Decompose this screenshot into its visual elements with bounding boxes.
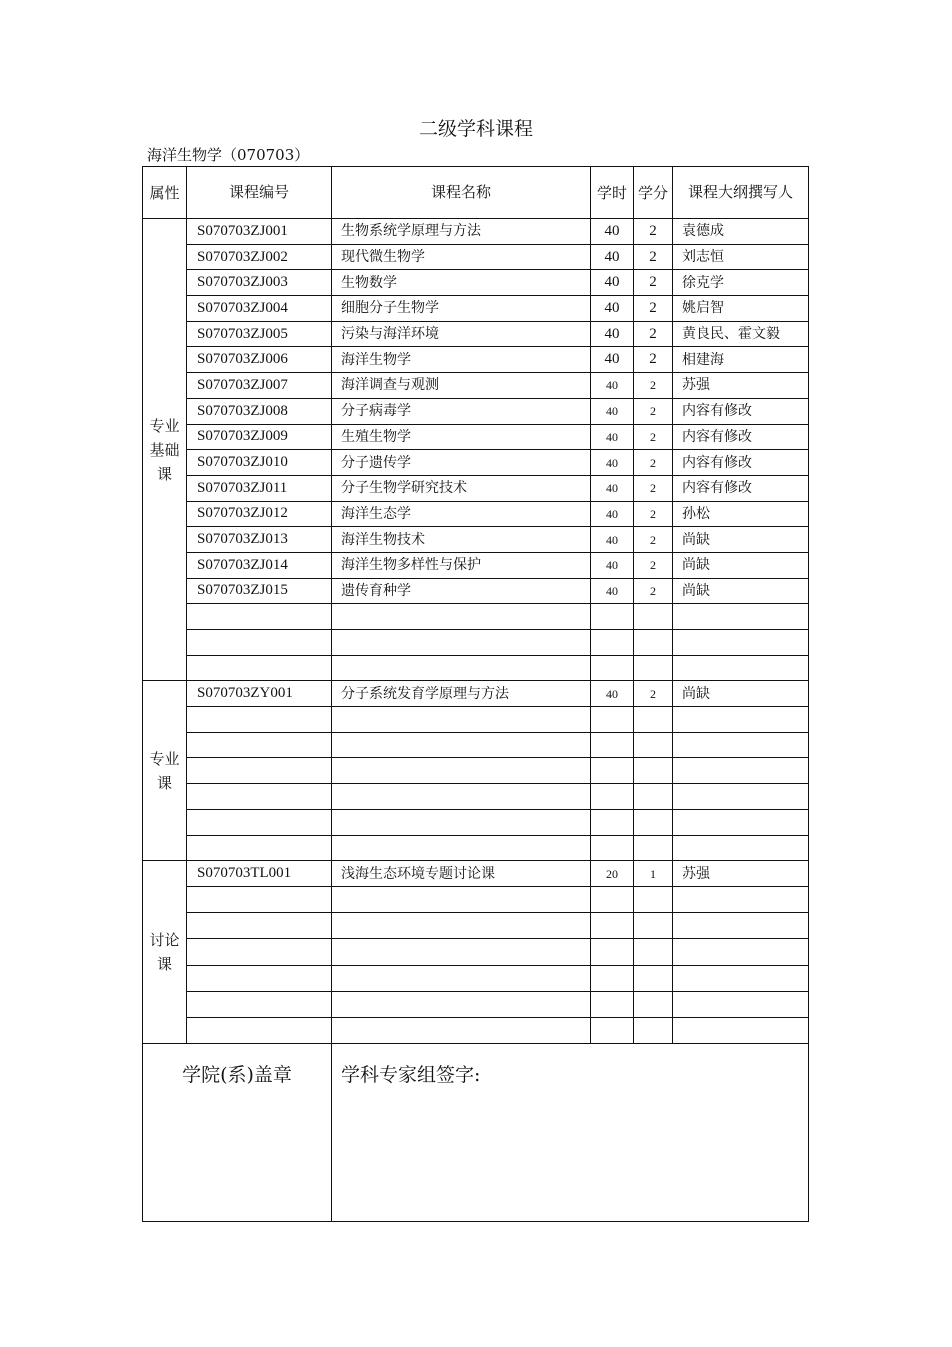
table-row [143,244,809,270]
course-credits: 2 [634,296,673,322]
course-name: 海洋生态学 [332,501,591,527]
course-name: 海洋生物学 [332,347,591,373]
course-code [187,604,332,630]
course-credits: 2 [634,219,673,245]
header-code: 课程编号 [187,167,332,219]
course-hours [591,939,634,965]
course-author: 姚启智 [673,296,809,322]
course-author [673,630,809,656]
course-credits [634,655,673,681]
course-author [673,707,809,733]
empty-row [143,732,809,758]
course-code [187,655,332,681]
course-name [332,887,591,913]
course-hours [591,809,634,835]
subject-label: 海洋生物学（070703） [147,146,310,164]
course-name [332,758,591,784]
course-credits: 2 [634,398,673,424]
course-name [332,784,591,810]
course-author [673,939,809,965]
course-name [332,809,591,835]
course-name [332,707,591,733]
course-hours [591,835,634,861]
course-hours: 40 [591,244,634,270]
course-hours [591,913,634,939]
course-credits: 2 [634,527,673,553]
course-hours [591,707,634,733]
table-row [143,347,809,373]
course-author [673,1017,809,1043]
course-code [187,732,332,758]
course-author: 内容有修改 [673,475,809,501]
course-credits: 2 [634,424,673,450]
course-hours: 40 [591,501,634,527]
course-author: 尚缺 [673,578,809,604]
course-credits [634,604,673,630]
course-credits [634,887,673,913]
course-name [332,913,591,939]
course-hours [591,887,634,913]
course-name [332,991,591,1017]
course-name: 遗传育种学 [332,578,591,604]
course-hours: 40 [591,296,634,322]
seal-cell: 学院(系)盖章 [143,1043,332,1221]
course-hours: 40 [591,552,634,578]
empty-row [143,784,809,810]
course-code [187,939,332,965]
course-code: S070703ZJ004 [187,296,332,322]
course-code: S070703ZY001 [187,681,332,707]
empty-row [143,835,809,861]
course-name [332,655,591,681]
course-author [673,991,809,1017]
course-credits: 2 [634,270,673,296]
course-code: S070703ZJ001 [187,219,332,245]
course-hours [591,1017,634,1043]
course-author [673,604,809,630]
header-credits: 学分 [634,167,673,219]
table-row [143,527,809,553]
course-hours: 40 [591,373,634,399]
course-name [332,965,591,991]
course-code [187,913,332,939]
course-credits [634,784,673,810]
course-code: S070703ZJ009 [187,424,332,450]
course-name: 生殖生物学 [332,424,591,450]
course-hours [591,732,634,758]
empty-row [143,991,809,1017]
table-row [143,861,809,887]
course-code: S070703ZJ011 [187,475,332,501]
course-author: 袁德成 [673,219,809,245]
course-code: S070703ZJ015 [187,578,332,604]
course-author [673,732,809,758]
course-author [673,655,809,681]
empty-row [143,939,809,965]
course-credits [634,1017,673,1043]
course-name: 分子病毒学 [332,398,591,424]
course-credits: 2 [634,244,673,270]
course-name: 细胞分子生物学 [332,296,591,322]
course-author: 尚缺 [673,681,809,707]
section-label: 专业基础课 [143,219,187,681]
table-row [143,552,809,578]
course-code [187,887,332,913]
table-row [143,373,809,399]
course-hours: 40 [591,578,634,604]
course-credits: 2 [634,450,673,476]
course-credits: 2 [634,552,673,578]
empty-row [143,965,809,991]
course-credits: 2 [634,347,673,373]
course-hours [591,758,634,784]
empty-row [143,707,809,733]
page-title: 二级学科课程 [418,118,533,140]
course-hours: 40 [591,219,634,245]
course-name: 生物系统学原理与方法 [332,219,591,245]
course-author [673,809,809,835]
empty-row [143,913,809,939]
course-hours [591,965,634,991]
empty-row [143,1017,809,1043]
course-code [187,809,332,835]
table-row [143,424,809,450]
course-code [187,991,332,1017]
course-credits: 2 [634,373,673,399]
course-name [332,732,591,758]
table-row [143,398,809,424]
table-row [143,321,809,347]
course-name: 分子系统发育学原理与方法 [332,681,591,707]
course-author [673,965,809,991]
course-hours [591,991,634,1017]
course-credits: 2 [634,321,673,347]
signature-cell: 学科专家组签字: [332,1043,809,1221]
course-code: S070703ZJ008 [187,398,332,424]
course-credits [634,965,673,991]
course-name: 分子生物学研究技术 [332,475,591,501]
table-row [143,450,809,476]
course-hours: 40 [591,270,634,296]
course-credits [634,809,673,835]
footer-row [143,1043,809,1221]
table-row [143,296,809,322]
course-hours [591,604,634,630]
course-author: 内容有修改 [673,424,809,450]
header-name: 课程名称 [332,167,591,219]
course-author: 尚缺 [673,527,809,553]
course-name [332,630,591,656]
course-author: 内容有修改 [673,450,809,476]
course-author [673,784,809,810]
empty-row [143,630,809,656]
course-credits: 2 [634,475,673,501]
course-author: 黄良民、霍文毅 [673,321,809,347]
course-code [187,784,332,810]
course-hours: 40 [591,527,634,553]
empty-row [143,604,809,630]
table-row [143,219,809,245]
table-row [143,270,809,296]
course-author [673,758,809,784]
course-credits: 2 [634,501,673,527]
empty-row [143,809,809,835]
course-code [187,1017,332,1043]
course-hours: 40 [591,475,634,501]
course-code [187,965,332,991]
course-code: S070703ZJ002 [187,244,332,270]
empty-row [143,655,809,681]
course-code [187,835,332,861]
section-label: 专业课 [143,681,187,861]
table-row [143,501,809,527]
course-hours [591,630,634,656]
course-hours: 40 [591,424,634,450]
course-code [187,758,332,784]
table-row [143,475,809,501]
course-author [673,913,809,939]
course-name: 海洋调查与观测 [332,373,591,399]
table-row [143,681,809,707]
course-name: 分子遗传学 [332,450,591,476]
course-code: S070703ZJ014 [187,552,332,578]
course-hours: 20 [591,861,634,887]
course-author [673,887,809,913]
course-credits: 2 [634,681,673,707]
course-name: 生物数学 [332,270,591,296]
header-attribute: 属性 [143,167,187,219]
course-name [332,939,591,965]
course-code [187,630,332,656]
course-name: 海洋生物技术 [332,527,591,553]
course-name: 浅海生态环境专题讨论课 [332,861,591,887]
header-hours: 学时 [591,167,634,219]
course-credits [634,991,673,1017]
table-row [143,578,809,604]
course-name [332,604,591,630]
course-author [673,835,809,861]
course-code [187,707,332,733]
course-credits [634,835,673,861]
course-code: S070703ZJ005 [187,321,332,347]
course-hours [591,655,634,681]
header-row [143,167,809,219]
course-code: S070703ZJ013 [187,527,332,553]
course-author: 刘志恒 [673,244,809,270]
course-credits [634,707,673,733]
empty-row [143,758,809,784]
course-credits [634,939,673,965]
course-author: 相建海 [673,347,809,373]
course-hours: 40 [591,321,634,347]
course-name [332,1017,591,1043]
course-name: 海洋生物多样性与保护 [332,552,591,578]
course-code: S070703ZJ007 [187,373,332,399]
course-credits: 2 [634,578,673,604]
course-hours: 40 [591,681,634,707]
course-name [332,835,591,861]
course-author: 尚缺 [673,552,809,578]
course-credits [634,913,673,939]
course-code: S070703ZJ006 [187,347,332,373]
course-hours: 40 [591,398,634,424]
course-hours: 40 [591,450,634,476]
course-credits [634,630,673,656]
course-code: S070703ZJ010 [187,450,332,476]
course-author: 徐克学 [673,270,809,296]
section-label: 讨论课 [143,861,187,1044]
course-credits [634,758,673,784]
course-hours: 40 [591,347,634,373]
course-name: 现代微生物学 [332,244,591,270]
course-table [142,166,809,1222]
course-hours [591,784,634,810]
course-author: 内容有修改 [673,398,809,424]
empty-row [143,887,809,913]
course-name: 污染与海洋环境 [332,321,591,347]
course-author: 孙松 [673,501,809,527]
header-author: 课程大纲撰写人 [673,167,809,219]
course-author: 苏强 [673,373,809,399]
course-credits: 1 [634,861,673,887]
course-author: 苏强 [673,861,809,887]
course-credits [634,732,673,758]
course-code: S070703ZJ012 [187,501,332,527]
course-code: S070703TL001 [187,861,332,887]
course-code: S070703ZJ003 [187,270,332,296]
